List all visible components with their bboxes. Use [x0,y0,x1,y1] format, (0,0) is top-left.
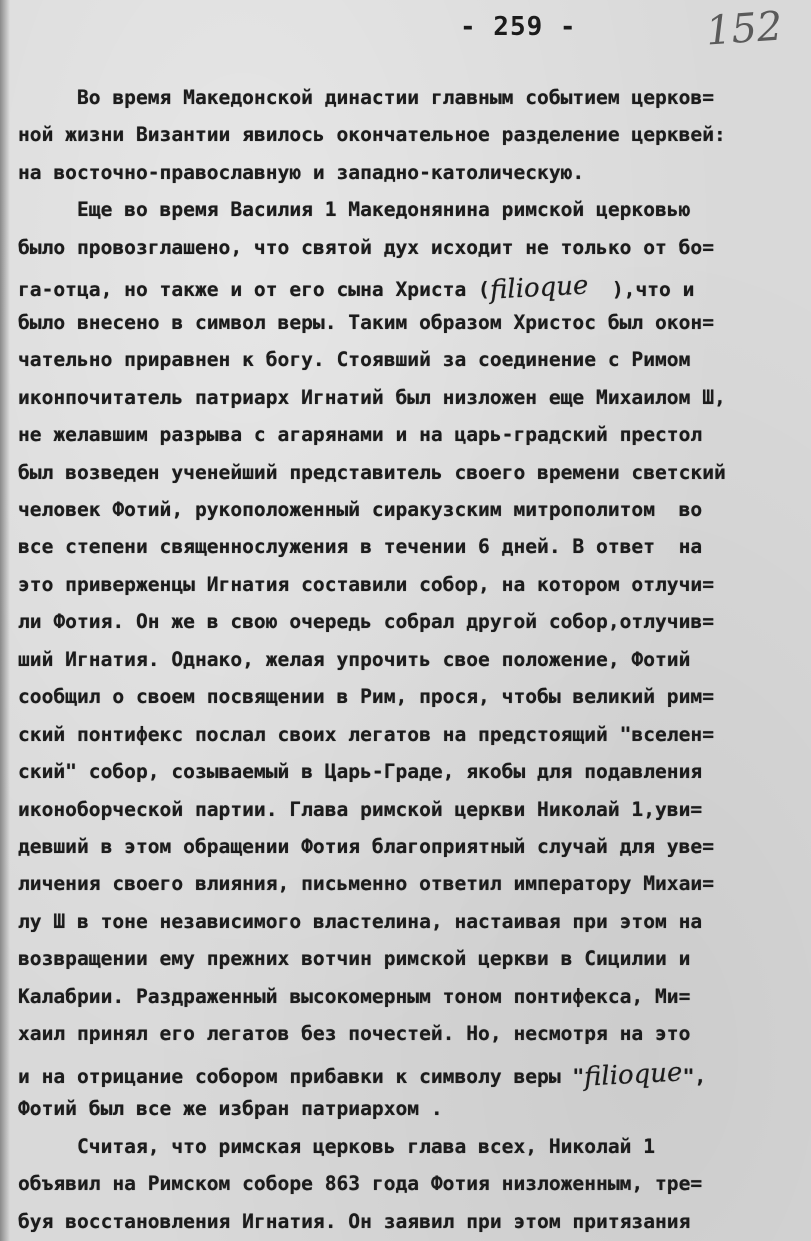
text-line-continuation: ),что и [588,278,695,302]
text-line [18,685,714,708]
text-line [18,535,702,558]
text-line-content: Во время Македонской династии главным событием церков= [18,86,714,109]
text-line [18,461,726,484]
text-line [18,1057,707,1093]
text-line-content: хаил принял его легатов без почестей. Но, несмотря на это [18,1022,691,1046]
text-line [18,1135,655,1158]
text-line [18,1097,443,1120]
text-line [18,1210,690,1233]
text-line [18,498,702,521]
page-number: - 259 - [460,12,577,42]
text-line [18,573,714,596]
text-line-continuation: ", [682,1064,707,1088]
text-line [18,236,714,259]
text-line-content: ский" собор, созываемый в Царь-Граде, якобы для подавления [18,760,703,784]
text-line-content: Еще во время Василия 1 Македонянина римской церковью [18,198,691,222]
text-line-content: личения своего влияния, письменно ответил императору Михаи= [18,872,714,896]
text-line [18,348,690,371]
text-line [18,86,714,109]
text-line-content: человек Фотий, рукоположенный сиракузским митрополитом во [18,497,703,521]
text-line-content: сообщил о своем посвящении в Рим, прося, чтобы великий рим= [18,685,714,709]
text-line [18,198,690,221]
text-line-content: это приверженцы Игнатия составили собор, на котором отлучи= [18,572,714,596]
text-line [18,910,702,933]
text-line-content: было внесено в символ веры. Таким образом Христос был окон= [18,310,714,334]
text-line-content: было провозглашено, что святой дух исходит не только от бо= [18,235,714,259]
text-line [18,985,690,1008]
text-line-content: ский понтифекс послал своих легатов на предстоящий "вселен= [18,722,714,746]
text-line [18,648,690,671]
text-line-content: иконоборческой партии. Глава римской церкви Николай 1,уви= [18,797,703,821]
scan-edge [0,0,10,1241]
text-line-content: ной жизни Византии явилось окончательное разделение церквей: [18,123,726,147]
text-line-content: на восточно-православную и западно-католическую. [18,160,585,184]
text-line [18,947,690,970]
text-line-content: был возведен ученейший представитель своего времени светский [18,460,726,484]
text-line-content: Считая, что римская церковь глава всех, Николай 1 [18,1134,656,1158]
text-line [18,610,714,633]
text-line-content: буя восстановления Игнатия. Он заявил при этом притязания [18,1209,691,1233]
text-line [18,798,702,821]
text-line [18,270,695,306]
handwritten-insertion: filioque [489,270,589,306]
text-line-content: га-отца, но также и от его сына Христа ( [18,278,490,302]
text-line [18,161,584,184]
text-line [18,1172,702,1195]
text-line [18,760,702,783]
text-line-content: лу Ш в тоне независимого властелина, настаивая при этом на [18,909,703,933]
text-line [18,723,714,746]
text-line [18,386,726,409]
text-line-content: Фотий был все же избран патриархом . [18,1097,443,1121]
text-line [18,123,726,146]
archive-number: 152 [704,3,784,55]
text-line-content: не желавшим разрыва с агарянами и на царь-градский престол [18,423,703,447]
text-line-content: объявил на Римском соборе 863 года Фотия низложенным, тре= [18,1172,703,1196]
text-line-content: все степени священнослужения в течении 6 дней. В ответ на [18,535,703,559]
text-line-content: девший в этом обращении Фотия благоприятный случай для уве= [18,835,714,858]
handwritten-insertion: filioque [583,1057,684,1093]
text-line [18,423,702,446]
text-line-content: чательно приравнен к богу. Стоявший за соединение с Римом [18,348,691,372]
text-line [18,311,714,334]
text-line-content: иконпочитатель патриарх Игнатий был низложен еще Михаилом Ш, [18,385,726,409]
text-line [18,1022,690,1045]
text-line [18,835,714,858]
text-line-content: возвращении ему прежних вотчин римской церкви в Сицилии и [18,947,691,971]
text-line [18,872,714,895]
text-line-content: ший Игнатия. Однако, желая упрочить свое положение, Фотий [18,647,691,671]
text-line-content: и на отрицание собором прибавки к символу веры " [18,1064,585,1088]
text-line-content: ли Фотия. Он же в свою очередь собрал другой собор,отлучив= [18,610,714,634]
text-line-content: Калабрии. Раздраженный высокомерным тоном понтифекса, Ми= [18,984,691,1008]
